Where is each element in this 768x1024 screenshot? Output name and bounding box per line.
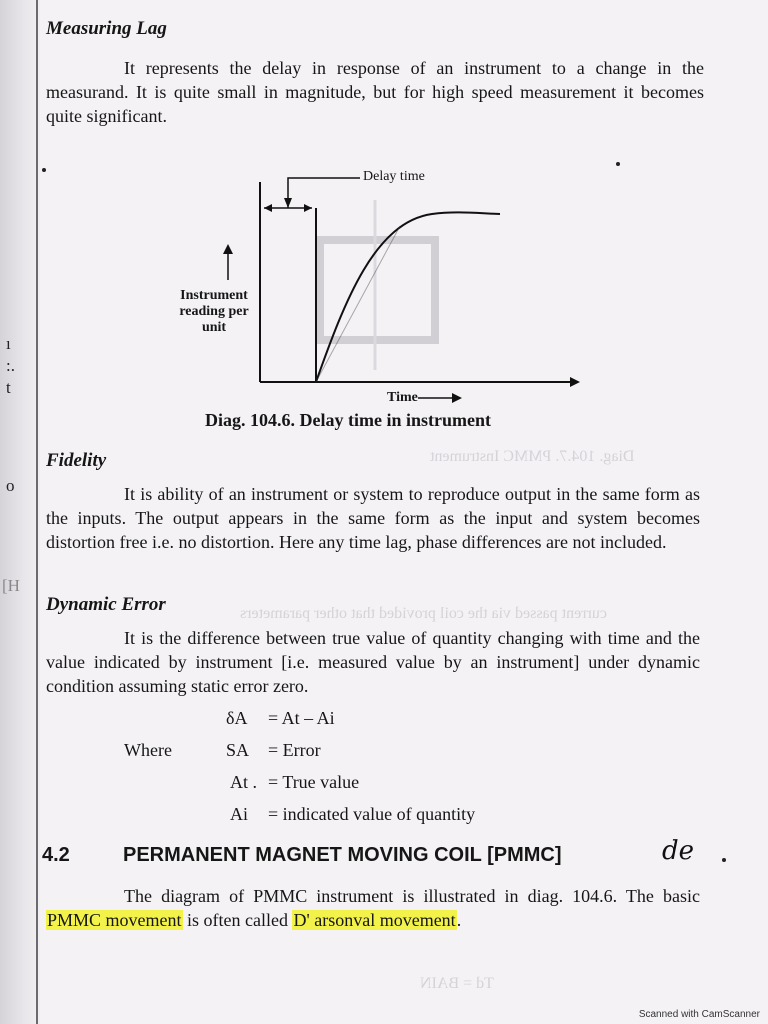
highlight-darsonval-movement: D' arsonval movement — [293, 910, 456, 930]
delay-time-graph — [170, 160, 590, 410]
figure-caption: Diag. 104.6. Delay time in instrument — [205, 410, 491, 430]
show-through-text: Td = BAIN — [420, 975, 494, 992]
equation-definition: = Error — [268, 740, 321, 760]
show-through-text: Diag. 104.7. PMMC Instrument — [430, 448, 635, 465]
section-title: PERMANENT MAGNET MOVING COIL [PMMC] — [123, 844, 562, 866]
stray-dot — [42, 168, 46, 172]
equation-symbol: δA — [226, 708, 248, 728]
stray-dot — [722, 858, 726, 862]
equation-row — [46, 740, 646, 764]
margin-char: o — [6, 476, 15, 495]
margin-char: [H — [2, 576, 20, 595]
margin-char: :. — [6, 356, 15, 375]
binding-edge — [0, 0, 40, 1024]
equation-row — [46, 708, 646, 732]
margin-char: t — [6, 378, 11, 397]
measuring-lag-heading: Measuring Lag — [46, 18, 167, 39]
pmmc-paragraph: The diagram of PMMC instrument is illustrated in diag. 104.6. The basic PMMC movement is often called D' arsonval movement. — [47, 886, 700, 930]
equation-row — [46, 804, 646, 828]
equation-definition: = True value — [268, 772, 360, 792]
equation-symbol: SA — [226, 740, 250, 760]
x-axis-label: Time — [387, 390, 418, 405]
show-through-text: current passed via the coil provided that other parameters — [240, 605, 607, 622]
equation-lead: Where — [124, 740, 172, 760]
y-axis-label: Instrument reading per unit — [179, 288, 249, 335]
fidelity-heading: Fidelity — [46, 450, 107, 471]
binding-line — [36, 0, 38, 1024]
fidelity-paragraph: It is ability of an instrument or system to reproduce output in the same form as the inputs. The output appears in the same form as the input and system becomes distortion free i.e. no distortion. Here any time lag, phase differences are not included. — [46, 484, 700, 552]
margin-char: ı — [6, 334, 11, 353]
scanner-watermark: Scanned with CamScanner — [638, 1009, 760, 1020]
equation-symbol: At . — [230, 772, 257, 792]
equation-definition: = indicated value of quantity — [268, 804, 476, 824]
dynamic-error-paragraph: It is the difference between true value of quantity changing with time and the value indicated by instrument [i.e. measured value by an instrument] under dynamic condition assuming static error zero. — [46, 628, 700, 696]
equation-definition: = At – Ai — [268, 708, 335, 728]
section-number: 4.2 — [42, 844, 70, 866]
stray-dot — [616, 162, 620, 166]
highlight-pmmc-movement: PMMC movement — [47, 910, 182, 930]
dynamic-error-heading: Dynamic Error — [46, 594, 166, 615]
equation-row — [46, 772, 646, 796]
measuring-lag-paragraph: It represents the delay in response of an instrument to a change in the measurand. It is quite small in magnitude, but for high speed measurement it becomes quite significant. — [46, 58, 704, 126]
delay-time-label: Delay time — [363, 169, 425, 184]
handwritten-note: de — [662, 836, 695, 866]
delay-time-figure — [170, 160, 590, 410]
equation-symbol: Ai — [230, 804, 248, 824]
